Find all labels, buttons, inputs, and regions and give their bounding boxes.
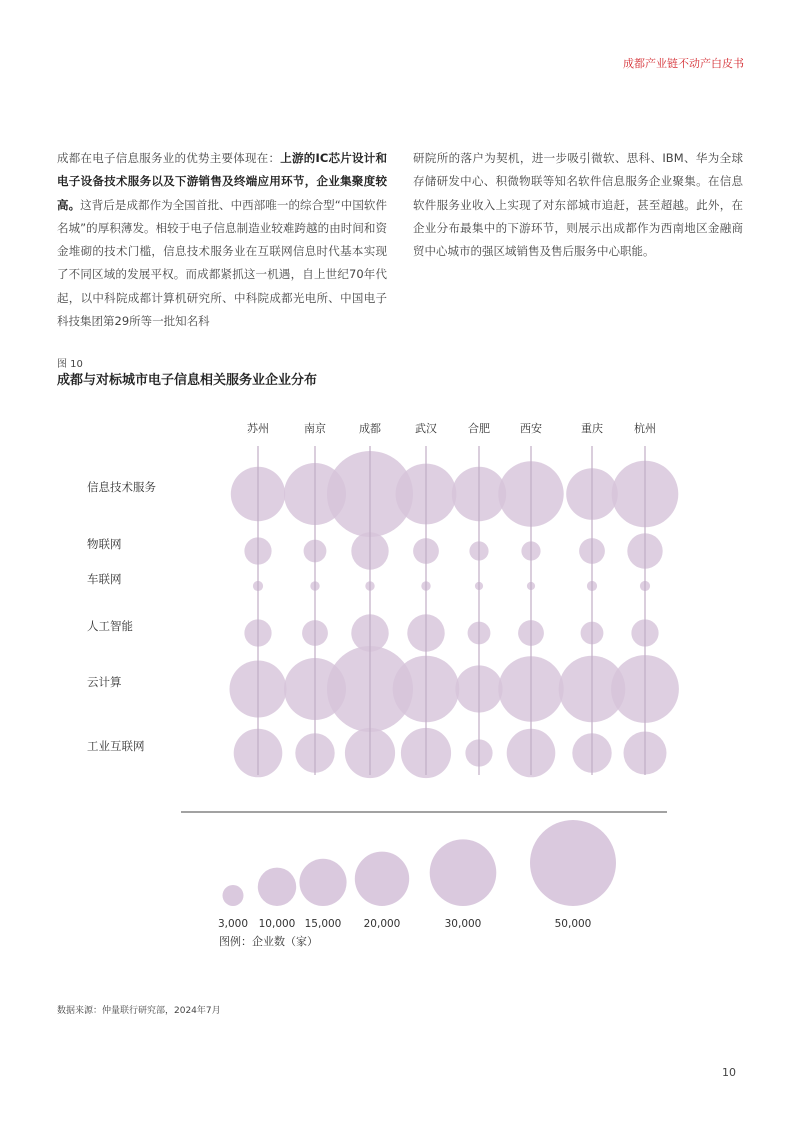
category-label: 云计算 <box>87 675 122 689</box>
legend-size-label: 15,000 <box>304 918 342 930</box>
body-text: 成都在电子信息服务业的优势主要体现在： <box>57 151 281 165</box>
header-title: 成都产业链不动产白皮书 <box>623 57 744 70</box>
legend-size-label: 50,000 <box>554 918 592 930</box>
category-label: 信息技术服务 <box>87 480 156 494</box>
legend-bubble <box>258 868 296 906</box>
figure-title: 成都与对标城市电子信息相关服务业企业分布 <box>57 373 318 388</box>
source-note: 数据来源：仲量联行研究部，2024年7月 <box>57 1006 221 1016</box>
city-label: 苏州 <box>247 422 269 435</box>
city-label: 合肥 <box>468 422 490 435</box>
legend-bubble <box>530 820 616 906</box>
city-label: 杭州 <box>634 422 656 435</box>
legend-caption: 图例：企业数（家） <box>219 935 318 948</box>
city-label: 成都 <box>359 422 381 435</box>
page-number: 10 <box>722 1066 736 1079</box>
body-bold-text: 上游的IC芯片设计和电子设备技术服务以及下游销售及终端应用环节，企业集聚度较高。 <box>57 151 388 212</box>
body-text: 这背后是成都作为全国首批、中西部唯一的综合型“中国软件名城”的厚积薄发。相较于电子信息制造业较难跨越的由时间和资金堆砌的技术门槛，信息技术服务业在互联网信息时代基本实现了不同区域的发展平权。而成都紧抓这一机遇，自上世纪70年代起，以中科院成都计算机研究所、中科院成都光电所、中国电子科技集团第29所等一批知名科 <box>57 197 387 329</box>
legend-size-label: 10,000 <box>258 918 296 930</box>
city-label: 重庆 <box>581 422 603 435</box>
legend-size-label: 3,000 <box>217 918 249 930</box>
city-label: 南京 <box>304 422 326 435</box>
category-label: 工业互联网 <box>87 739 145 753</box>
city-label: 西安 <box>520 422 542 435</box>
legend-bubble <box>355 852 409 906</box>
legend-size-label: 20,000 <box>363 918 401 930</box>
legend-size-label: 30,000 <box>444 918 482 930</box>
legend-bubble <box>223 885 244 906</box>
figure-label: 图 10 <box>57 359 83 370</box>
category-label: 车联网 <box>87 572 122 586</box>
category-label: 物联网 <box>87 537 122 551</box>
legend-bubble <box>430 839 497 906</box>
body-text: 研院所的落户为契机，进一步吸引微软、思科、IBM、华为全球存储研发中心、积微物联等知名软件信息服务企业聚集。在信息软件服务业收入上实现了对东部城市追赶，甚至超越。此外，在企业分布最集中的下游环节，则展示出成都作为西南地区金融商贸中心城市的强区域销售及售后服务中心职能。 <box>413 151 743 259</box>
legend-bubble <box>299 859 346 906</box>
city-label: 武汉 <box>415 422 437 435</box>
category-label: 人工智能 <box>87 619 133 633</box>
